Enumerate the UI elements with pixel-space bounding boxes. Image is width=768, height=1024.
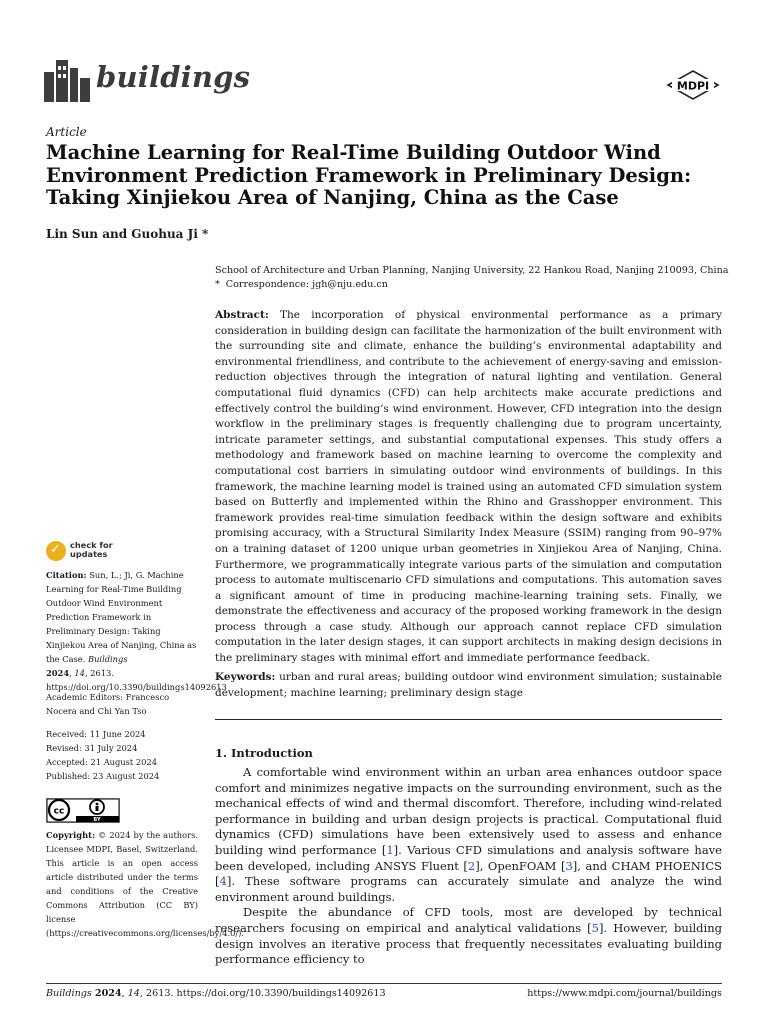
introduction-body xyxy=(215,765,722,968)
paragraph: A comfortable wind environment within an urban area enhances outdoor space comfort and minimizes negative impacts on the surrounding environment, such as the mechanical effects of wind and thermal discomfort. Therefore, including wind-related performance in building and urban design projects is practical. Computational fluid dynamics (CFD) simulations have been extensively used to assess and enhance building wind performance [1]. Various CFD simulations and analysis software have been developed, including ANSYS Fluent [2], OpenFOAM [3], and CHAM PHOENICS [4]. These software programs can accurately simulate and analyze the wind environment around buildings. xyxy=(215,765,722,904)
check-updates-line1: check for xyxy=(70,540,113,550)
citation-link[interactable]: 5 xyxy=(591,920,599,935)
journal-url[interactable]: https://www.mdpi.com/journal/buildings xyxy=(527,988,722,999)
academic-editors: Academic Editors: Francesco Nocera and Chi Yan Tso xyxy=(46,692,170,716)
check-updates-line2: updates xyxy=(70,549,108,559)
copyright-label: Copyright: xyxy=(46,830,96,840)
mdpi-logo-text: MDPI xyxy=(676,79,710,93)
article-title: Machine Learning for Real-Time Building Outdoor Wind Environment Prediction Framework in Preliminary Design: Taking Xinjiekou Area of Nanjing, China as the Case xyxy=(46,141,692,209)
cc-by-label: BY xyxy=(93,817,101,823)
section-divider xyxy=(215,719,722,720)
revised-date: Revised: 31 July 2024 xyxy=(46,743,138,753)
published-date: Published: 23 August 2024 xyxy=(46,771,160,781)
correspondence-email[interactable]: Correspondence: jgh@nju.edu.cn xyxy=(225,279,388,290)
article-dates xyxy=(46,727,198,783)
section-heading-introduction: 1. Introduction xyxy=(215,746,313,760)
buildings-logo-mark xyxy=(44,60,90,102)
footer-doi[interactable]: , 2613. https://doi.org/10.3390/buildings14092613 xyxy=(139,988,386,999)
copyright-notice: Copyright: © 2024 by the authors. Licensee MDPI, Basel, Switzerland. This article is an open access article distributed under the terms and conditions of the Creative Commons Attribution (CC BY) license (https://creativecommons.org/licenses/by/4.0/). xyxy=(46,830,245,938)
svg-text:cc: cc xyxy=(53,806,65,817)
citation-link[interactable]: 4 xyxy=(219,874,227,889)
article-type: Article xyxy=(46,125,87,139)
abstract-text: The incorporation of physical environmental performance as a primary consideration in building design can facilitate the harmonization of the built environment with the surrounding site and climate, enhance the building’s environmental adaptability and environmental friendliness, and contribute to the achievement of energy-saving and emission-reduction objectives through the integration of natural lighting and ventilation. General computational fluid dynamics (CFD) can help architects make accurate predictions and effectively control the building’s wind environment. However, CFD integration into the design workflow in the preliminary stages is frequently challenging due to program uncertainty, intricate parameter settings, and substantial computational expenses. This study offers a methodology and framework based on machine learning to overcome the complexity and computational cost barriers in simulating outdoor wind environments of buildings. In this framework, the machine learning model is trained using an automated CFD simulation system based on Butterfly and implemented within the Rhino and Grasshopper environment. This framework provides real-time simulation feedback within the design software and exhibits promising accuracy, with a Structural Similarity Index Measure (SSIM) ranging from 90–97% on a training dataset of 1200 unique urban geometries in Xinjiekou Area of Nanjing, China. Furthermore, we programmatically integrate various parts of the simulation and computation process to automate multiscenario CFD simulations and computations. This automation saves a significant amount of time in producing machine-learning training sets. Finally, we demonstrate the effectiveness and accuracy of the proposed working framework in the design process through a case study. Although our approach cannot replace CFD simulation computation in the later design stages, it can support architects in making design decisions in the preliminary stages with minimal effort and immediate performance feedback. xyxy=(215,309,722,665)
citation-block: Citation: Sun, L.; Ji, G. Machine Learning for Real-Time Building Outdoor Wind Environment Prediction Framework in Preliminary Design: Taking Xinjiekou Area of Nanjing, China as the Case. Buildings 2024, 14, 2613. https://doi.org/10.3390/buildings14092613 xyxy=(46,570,227,692)
abstract xyxy=(215,308,722,667)
citation-link[interactable]: 1 xyxy=(386,842,394,857)
correspondence-star: * xyxy=(215,279,220,290)
abstract-label: Abstract: xyxy=(215,309,269,321)
journal-name: buildings xyxy=(96,60,251,94)
citation-link[interactable]: 3 xyxy=(565,858,573,873)
mdpi-logo xyxy=(666,70,720,100)
citation-link[interactable]: 2 xyxy=(467,858,476,873)
cc-by-license-icon[interactable] xyxy=(46,798,120,823)
keywords-text: urban and rural areas; building outdoor wind environment simulation; sustainable development; machine learning; preliminary design stage xyxy=(215,671,722,699)
citation-label: Citation: xyxy=(46,570,87,580)
citation-doi[interactable]: , 2613. https://doi.org/10.3390/buildings14092613 xyxy=(46,668,227,692)
keywords-label: Keywords: xyxy=(215,671,276,683)
authors: Lin Sun and Guohua Ji * xyxy=(46,227,209,241)
keywords xyxy=(215,670,722,701)
check-icon: ✓ xyxy=(46,541,66,561)
received-date: Received: 11 June 2024 xyxy=(46,729,146,739)
check-for-updates-button[interactable] xyxy=(46,541,166,563)
accepted-date: Accepted: 21 August 2024 xyxy=(46,757,158,767)
affiliation: School of Architecture and Urban Planning, Nanjing University, 22 Hankou Road, Nanjing 210093, China xyxy=(215,265,729,276)
footer-citation: Buildings 2024, 14, 2613. https://doi.org/10.3390/buildings14092613 xyxy=(46,988,386,999)
footer-divider xyxy=(46,983,722,984)
paragraph: Despite the abundance of CFD tools, most are developed by technical researchers focusing on empirical and analytical validations [5]. However, building design involves an iterative process that frequently necessitates evaluating building performance efficiency to xyxy=(215,905,722,967)
correspondence xyxy=(215,279,388,290)
